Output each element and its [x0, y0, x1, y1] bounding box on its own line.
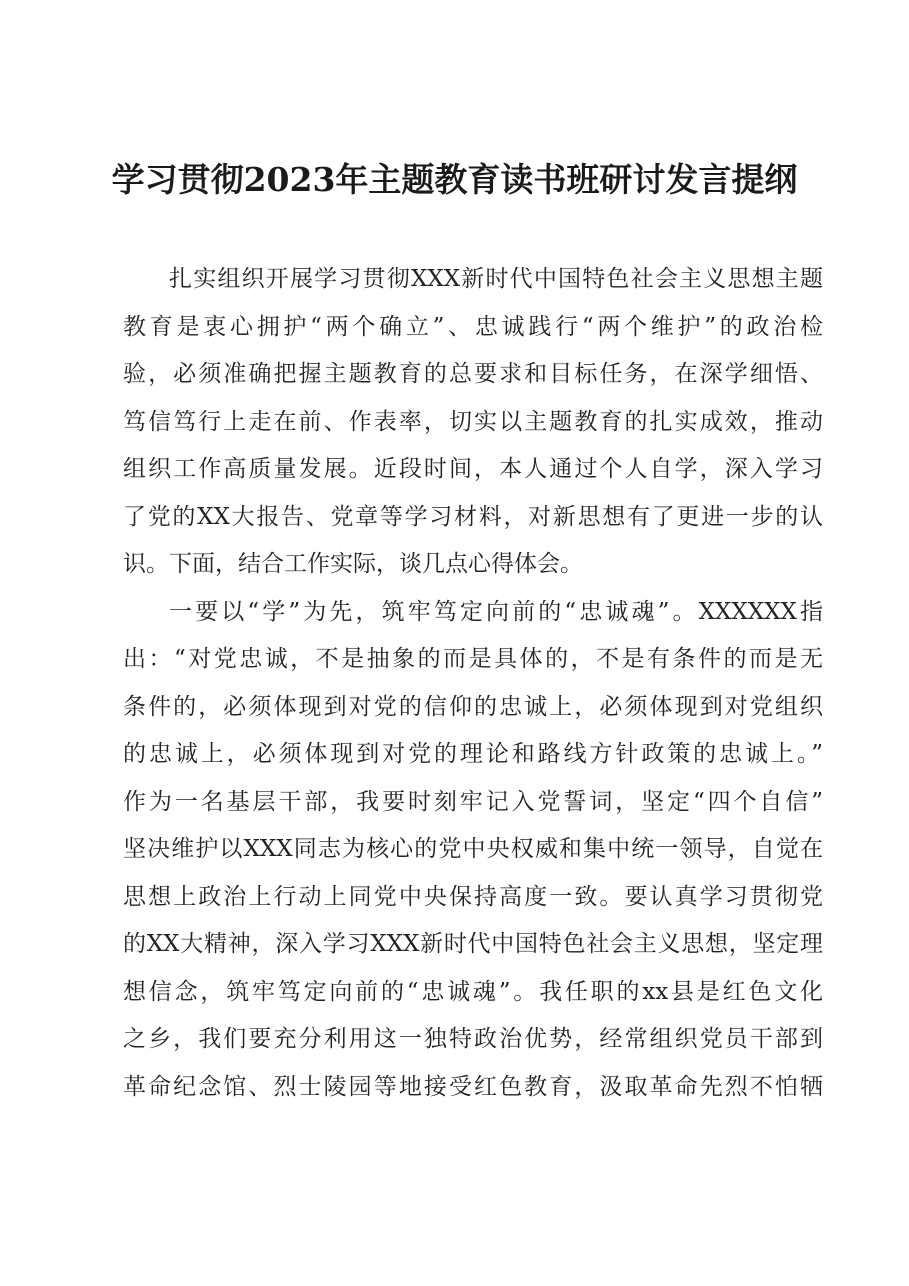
text-line: 组织工作高质量发展。近段时间，本人通过个人自学，深入学习 — [123, 456, 823, 482]
text-line: 出：“对党忠诚，不是抽象的而是具体的，不是有条件的而是无 — [123, 646, 823, 672]
text-line: 想信念，筑牢笃定向前的“忠诚魂”。我任职的xx县是红色文化 — [123, 978, 823, 1005]
text-line: 革命纪念馆、烈士陵园等地接受红色教育，汲取革命先烈不怕牺 — [123, 1073, 823, 1100]
text-line: 思想上政治上行动上同党中央保持高度一致。要认真学习贯彻党 — [123, 883, 823, 910]
paragraph-point-one — [123, 589, 823, 1112]
text-line: 扎实组织开展学习贯彻XXX新时代中国特色社会主义思想主题 — [169, 266, 823, 292]
text-line: 一要以“学”为先，筑牢笃定向前的“忠诚魂”。XXXXXX指 — [169, 598, 823, 625]
text-line: 作为一名基层干部，我要时刻牢记入党誓词，坚定“四个自信” — [123, 788, 823, 815]
text-line: 了党的XX大报告、党章等学习材料，对新思想有了更进一步的认 — [123, 503, 823, 530]
text-line: 坚决维护以XXX同志为核心的党中央权威和集中统一领导，自觉在 — [123, 836, 823, 862]
paragraph-intro — [123, 256, 823, 589]
document-body — [123, 256, 823, 1111]
text-line: 之乡，我们要充分利用这一独特政治优势，经常组织党员干部到 — [123, 1026, 823, 1052]
text-line: 条件的，必须体现到对党的信仰的忠诚上，必须体现到对党组织 — [123, 693, 823, 720]
text-line: 验，必须准确把握主题教育的总要求和目标任务，在深学细悟、 — [123, 361, 823, 387]
text-line: 笃信笃行上走在前、作表率，切实以主题教育的扎实成效，推动 — [123, 408, 823, 435]
text-line: 教育是衷心拥护“两个确立”、忠诚践行“两个维护”的政治检 — [123, 313, 823, 340]
text-line: 识。下面，结合工作实际，谈几点心得体会。 — [123, 551, 583, 577]
text-line: 的XX大精神，深入学习XXX新时代中国特色社会主义思想，坚定理 — [123, 931, 823, 957]
text-line: 的忠诚上，必须体现到对党的理论和路线方针政策的忠诚上。” — [123, 741, 823, 767]
document-title: 学习贯彻2023年主题教育读书班研讨发言提纲 — [111, 160, 798, 199]
